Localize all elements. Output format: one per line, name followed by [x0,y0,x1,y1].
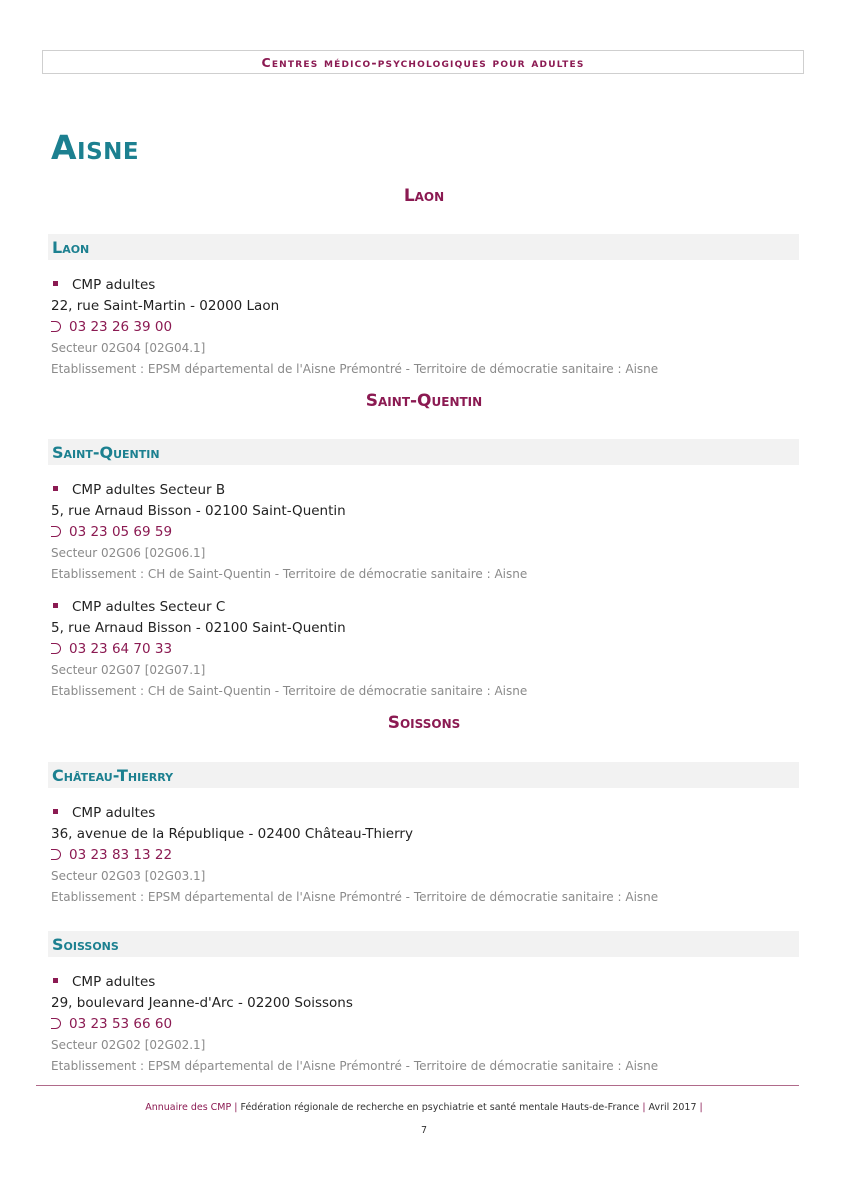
footer-brand: Annuaire des CMP [145,1102,232,1113]
city-heading-label: Saint-Quentin [52,442,160,462]
page-number: 7 [420,1125,428,1136]
city-heading-label: Château-Thierry [52,765,174,785]
footer-divider [36,1085,799,1086]
footer-separator: | [642,1102,646,1113]
entry-phone[interactable]: 03 23 83 13 22 [69,847,173,863]
entry-name: CMP adultes Secteur C [72,599,226,615]
square-bullet-icon [53,809,58,814]
running-header-title: Centres médico-psychologiques pour adultes [261,54,585,70]
square-bullet-icon [53,978,58,983]
entry-phone[interactable]: 03 23 64 70 33 [69,641,173,657]
department-title: Aisne [51,128,140,167]
square-bullet-icon [53,281,58,286]
entry-secteur: Secteur 02G06 [02G06.1] [51,546,206,560]
footer-text: Fédération régionale de recherche en psychiatrie et santé mentale Hauts-de-France [240,1102,640,1113]
footer-separator: | [234,1102,238,1113]
zone-title-soissons: Soissons [387,713,461,733]
entry-secteur: Secteur 02G04 [02G04.1] [51,341,206,355]
city-heading-laon [48,234,799,260]
city-heading-label: Soissons [52,934,119,954]
cmp-entry [51,972,811,1077]
cmp-entry [51,480,811,585]
entry-name: CMP adultes [72,277,156,293]
entry-name: CMP adultes [72,805,156,821]
cmp-entry [51,275,811,380]
cmp-entry [51,803,811,908]
entry-address: 29, boulevard Jeanne-d'Arc - 02200 Soissons [51,995,353,1011]
entry-etablissement: Etablissement : EPSM départemental de l'Aisne Prémontré - Territoire de démocratie sanitaire : Aisne [51,1059,659,1073]
page-footer [0,1102,848,1113]
entry-name: CMP adultes Secteur B [72,482,226,498]
entry-address: 5, rue Arnaud Bisson - 02100 Saint-Quentin [51,620,346,636]
entry-secteur: Secteur 02G03 [02G03.1] [51,869,206,883]
entry-secteur: Secteur 02G02 [02G02.1] [51,1038,206,1052]
entry-address: 36, avenue de la République - 02400 Château-Thierry [51,826,413,842]
phone-icon [51,1018,61,1029]
entry-secteur: Secteur 02G07 [02G07.1] [51,663,206,677]
phone-icon [51,849,61,860]
zone-title-saint-quentin: Saint-Quentin [365,391,483,411]
running-header [42,50,804,74]
zone-title-laon: Laon [403,186,445,206]
entry-phone[interactable]: 03 23 05 69 59 [69,524,173,540]
square-bullet-icon [53,486,58,491]
entry-phone[interactable]: 03 23 53 66 60 [69,1016,173,1032]
phone-icon [51,321,61,332]
entry-etablissement: Etablissement : EPSM départemental de l'Aisne Prémontré - Territoire de démocratie sanitaire : Aisne [51,362,659,376]
entry-etablissement: Etablissement : EPSM départemental de l'Aisne Prémontré - Territoire de démocratie sanitaire : Aisne [51,890,659,904]
entry-address: 5, rue Arnaud Bisson - 02100 Saint-Quentin [51,503,346,519]
city-heading-chateau-thierry [48,762,799,788]
phone-icon [51,526,61,537]
entry-phone[interactable]: 03 23 26 39 00 [69,319,173,335]
footer-date: Avril 2017 [648,1102,697,1113]
entry-etablissement: Etablissement : CH de Saint-Quentin - Territoire de démocratie sanitaire : Aisne [51,567,528,581]
entry-name: CMP adultes [72,974,156,990]
city-heading-label: Laon [52,237,90,257]
square-bullet-icon [53,603,58,608]
city-heading-saint-quentin [48,439,799,465]
phone-icon [51,643,61,654]
entry-address: 22, rue Saint-Martin - 02000 Laon [51,298,280,314]
cmp-entry [51,597,811,702]
city-heading-soissons [48,931,799,957]
footer-separator: | [699,1102,703,1113]
entry-etablissement: Etablissement : CH de Saint-Quentin - Territoire de démocratie sanitaire : Aisne [51,684,528,698]
